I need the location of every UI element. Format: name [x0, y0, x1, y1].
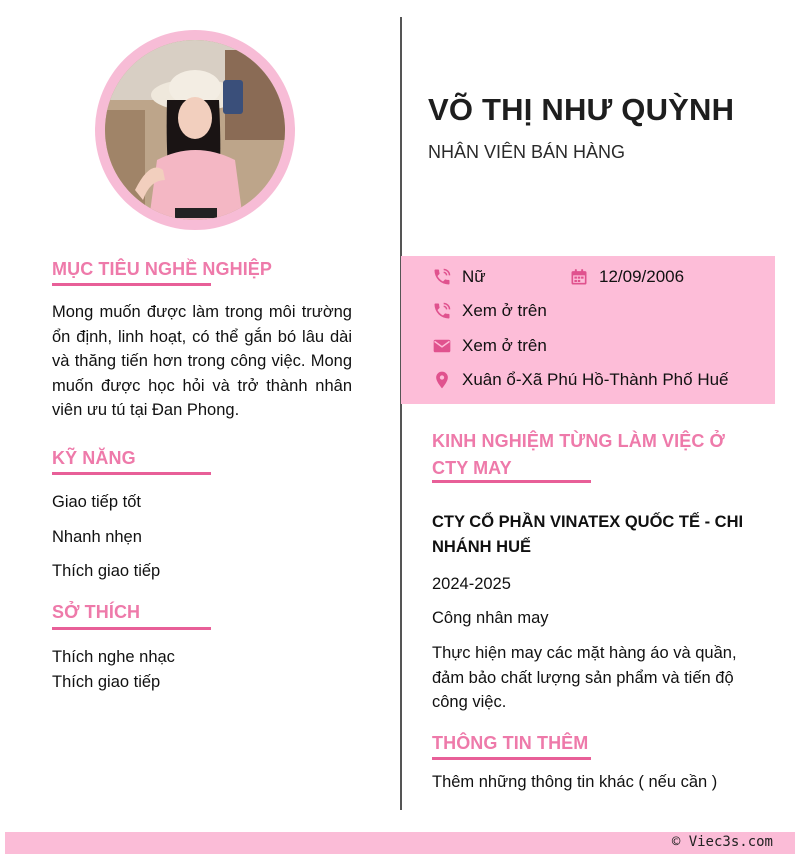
- hobby-item: Thích giao tiếp: [52, 673, 161, 691]
- additional-info-text: Thêm những thông tin khác ( nếu cần ): [432, 773, 718, 791]
- skills-title: KỸ NĂNG: [52, 448, 136, 468]
- footer-copyright[interactable]: © Viec3s.com: [671, 834, 773, 850]
- address-value: Xuân ổ-Xã Phú Hồ-Thành Phố Huế: [462, 370, 729, 389]
- phone-icon: [431, 266, 453, 288]
- job-title: NHÂN VIÊN BÁN HÀNG: [428, 142, 626, 162]
- map-pin-icon: [431, 369, 453, 391]
- candidate-name: VÕ THỊ NHƯ QUỲNH: [428, 92, 735, 127]
- contact-address: [431, 369, 729, 391]
- hobbies-underline: [52, 627, 211, 630]
- gender-value: Nữ: [462, 267, 486, 286]
- career-objective-underline: [52, 283, 211, 286]
- skill-item: Nhanh nhẹn: [52, 528, 142, 546]
- hobby-item: Thích nghe nhạc: [52, 648, 175, 666]
- skill-item: Thích giao tiếp: [52, 562, 161, 580]
- envelope-icon: [431, 335, 453, 357]
- footer-bar: [5, 832, 795, 854]
- career-objective-text: Mong muốn được làm trong môi trường ổn định, linh hoạt, có thể gắn bó lâu dài và thăng tiến hơn trong công việc. Mong muốn được học hỏi và trở thành nhân viên ưu tú tại Đan Phong.: [52, 303, 352, 419]
- hobbies-title: SỞ THÍCH: [52, 602, 141, 622]
- contact-gender: [431, 266, 486, 288]
- experience-period: 2024-2025: [432, 575, 511, 593]
- calendar-icon: [568, 266, 590, 288]
- birthdate-value: 12/09/2006: [599, 267, 685, 286]
- avatar-frame: [95, 30, 295, 230]
- contact-phone: [431, 300, 547, 322]
- contact-panel: [401, 256, 775, 404]
- skill-item: Giao tiếp tốt: [52, 493, 141, 511]
- experience-title: KINH NGHIỆM TỪNG LÀM VIỆC Ở CTY MAY: [432, 431, 725, 478]
- additional-info-underline: [432, 757, 591, 760]
- experience-position: Công nhân may: [432, 609, 549, 627]
- column-divider: [400, 17, 402, 810]
- contact-birthdate: [568, 266, 684, 288]
- phone-icon: [431, 300, 453, 322]
- experience-description: Thực hiện may các mặt hàng áo và quần, đảm bảo chất lượng sản phẩm và tiến độ công việc.: [432, 644, 737, 711]
- additional-info-title: THÔNG TIN THÊM: [432, 733, 589, 753]
- contact-email: [431, 335, 547, 357]
- career-objective-title: MỤC TIÊU NGHỀ NGHIỆP: [52, 259, 273, 279]
- email-value: Xem ở trên: [462, 336, 547, 355]
- experience-underline: [432, 480, 591, 483]
- avatar: [105, 40, 285, 220]
- phone-value: Xem ở trên: [462, 301, 547, 320]
- skills-underline: [52, 472, 211, 475]
- company-name: CTY CỔ PHẦN VINATEX QUỐC TẾ - CHI NHÁNH HUẾ: [432, 513, 744, 556]
